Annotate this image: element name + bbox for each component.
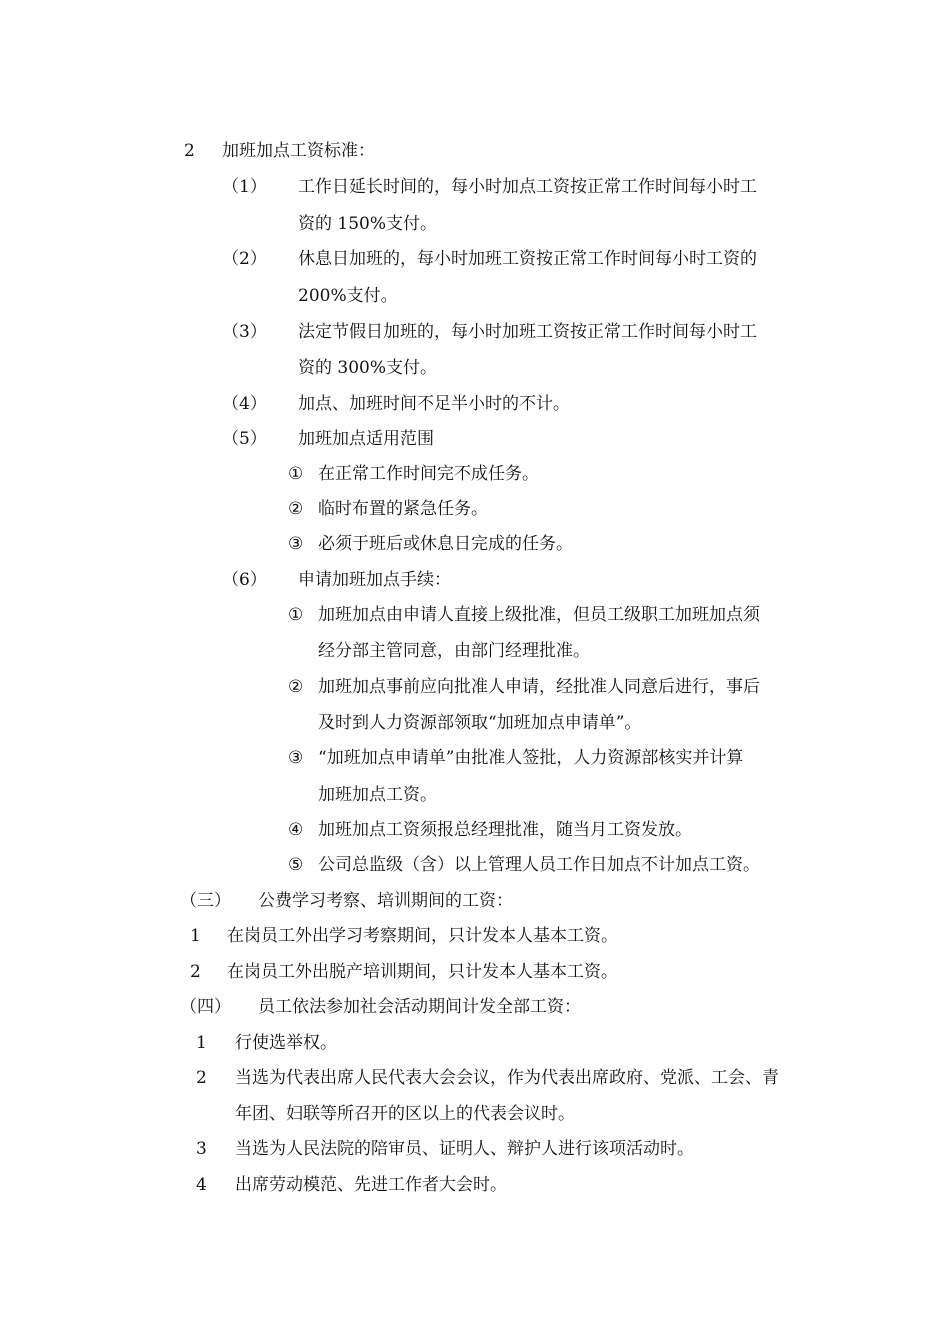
- procedure-4-text: 加班加点工资须报总经理批准，随当月工资发放。: [318, 820, 692, 840]
- item-2-text-line1: 休息日加班的，每小时加班工资按正常工作时间每小时工资的: [298, 249, 757, 269]
- procedure-1-line1: 加班加点由申请人直接上级批准，但员工级职工加班加点须: [318, 605, 760, 625]
- procedure-4-mark: ④: [288, 820, 304, 840]
- section-4-item-1-number: 1: [196, 1033, 207, 1053]
- section-4-item-2-line1: 当选为代表出席人民代表大会会议，作为代表出席政府、党派、工会、青: [235, 1068, 779, 1088]
- procedure-5-text: 公司总监级（含）以上管理人员工作日加点不计加点工资。: [318, 855, 760, 875]
- section-2-title: 加班加点工资标准：: [222, 141, 375, 161]
- procedure-2-line2: 及时到人力资源部领取“加班加点申请单”。: [318, 713, 642, 733]
- section-3-item-1-number: 1: [190, 926, 201, 946]
- item-6-number: （6）: [222, 570, 267, 590]
- procedure-1-line2: 经分部主管同意，由部门经理批准。: [318, 641, 590, 661]
- section-2-number: 2: [184, 141, 195, 161]
- section-3-title: 公费学习考察、培训期间的工资：: [258, 891, 513, 911]
- item-2-text-line2: 200%支付。: [298, 286, 398, 306]
- section-3-number: （三）: [180, 891, 231, 911]
- item-3-text-line2: 资的 300%支付。: [298, 358, 438, 378]
- section-4-item-4-number: 4: [196, 1175, 207, 1195]
- section-4-item-2-line2: 年团、妇联等所召开的区以上的代表会议时。: [235, 1104, 575, 1124]
- section-4-item-3-number: 3: [196, 1139, 207, 1159]
- item-3-text-line1: 法定节假日加班的，每小时加班工资按正常工作时间每小时工: [298, 322, 757, 342]
- procedure-2-mark: ②: [288, 677, 304, 697]
- item-1-number: （1）: [222, 177, 267, 197]
- scope-3-text: 必须于班后或休息日完成的任务。: [318, 534, 573, 554]
- section-4-title: 员工依法参加社会活动期间计发全部工资：: [258, 997, 581, 1017]
- item-1-text-line2: 资的 150%支付。: [298, 214, 438, 234]
- scope-1-text: 在正常工作时间完不成任务。: [318, 464, 539, 484]
- item-5-text: 加班加点适用范围: [298, 429, 434, 449]
- item-5-number: （5）: [222, 429, 267, 449]
- section-4-item-1-text: 行使选举权。: [235, 1033, 337, 1053]
- section-4-item-2-number: 2: [196, 1068, 207, 1088]
- section-3-item-1-text: 在岗员工外出学习考察期间，只计发本人基本工资。: [227, 926, 618, 946]
- scope-2-mark: ②: [288, 499, 304, 519]
- procedure-5-mark: ⑤: [288, 855, 304, 875]
- procedure-2-line1: 加班加点事前应向批准人申请，经批准人同意后进行，事后: [318, 677, 760, 697]
- procedure-3-line1: “加班加点申请单”由批准人签批，人力资源部核实并计算: [318, 748, 744, 768]
- section-4-number: （四）: [180, 997, 231, 1017]
- scope-3-mark: ③: [288, 534, 304, 554]
- section-3-item-2-text: 在岗员工外出脱产培训期间，只计发本人基本工资。: [227, 962, 618, 982]
- procedure-3-mark: ③: [288, 748, 304, 768]
- item-3-number: （3）: [222, 322, 267, 342]
- item-4-number: （4）: [222, 394, 267, 414]
- scope-1-mark: ①: [288, 464, 304, 484]
- item-2-number: （2）: [222, 249, 267, 269]
- item-4-text: 加点、加班时间不足半小时的不计。: [298, 394, 570, 414]
- section-4-item-3-text: 当选为人民法院的陪审员、证明人、辩护人进行该项活动时。: [235, 1139, 694, 1159]
- item-6-text: 申请加班加点手续：: [298, 570, 451, 590]
- procedure-1-mark: ①: [288, 605, 304, 625]
- section-3-item-2-number: 2: [190, 962, 201, 982]
- scope-2-text: 临时布置的紧急任务。: [318, 499, 488, 519]
- procedure-3-line2: 加班加点工资。: [318, 785, 437, 805]
- item-1-text-line1: 工作日延长时间的，每小时加点工资按正常工作时间每小时工: [298, 177, 757, 197]
- section-4-item-4-text: 出席劳动模范、先进工作者大会时。: [235, 1175, 507, 1195]
